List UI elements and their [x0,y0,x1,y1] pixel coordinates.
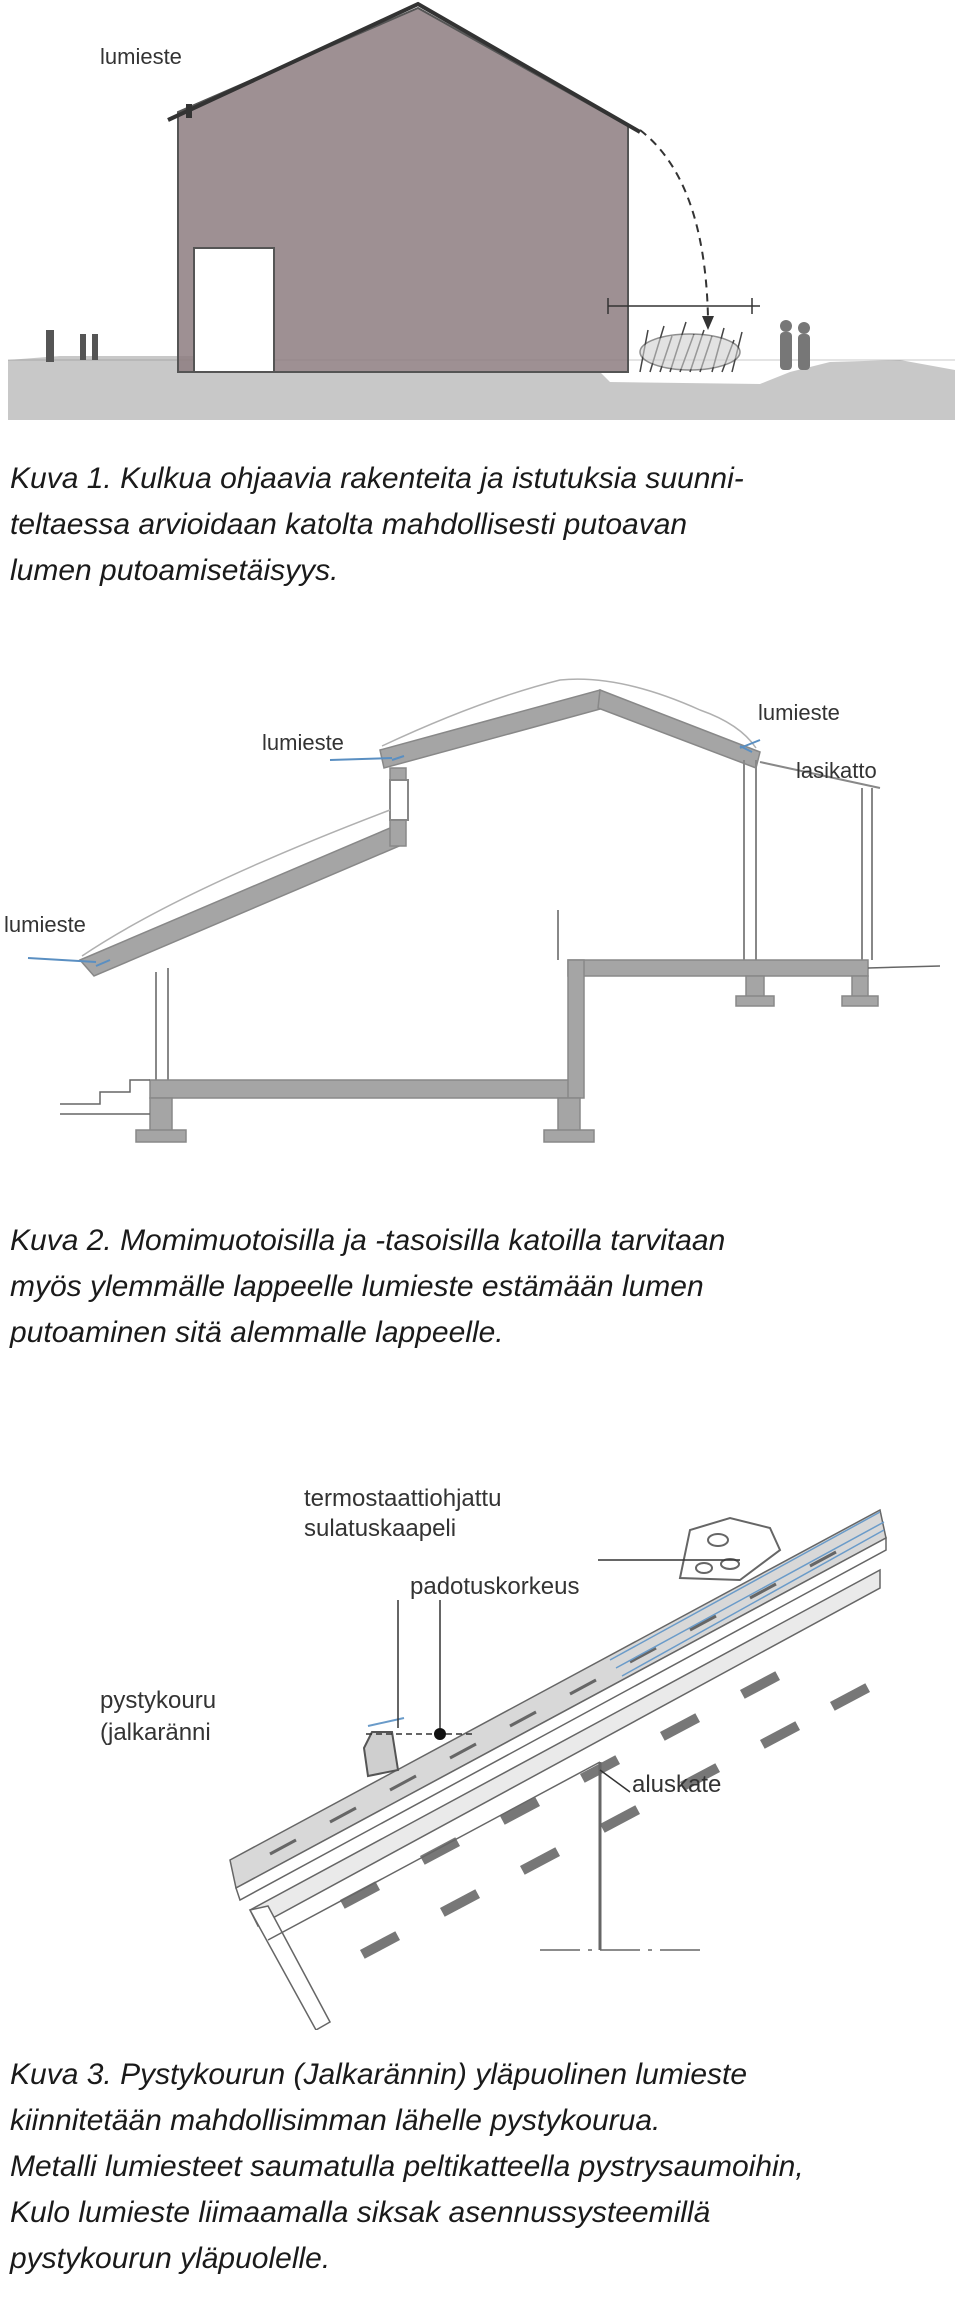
lower-floor [150,1080,580,1098]
label-heating-cable: termostaattiohjattu [304,1485,502,1512]
label-gutter: pystykouru [100,1687,217,1714]
steps [60,1080,150,1114]
caption-line: kiinnitetään mahdollisimman lähelle pystykourua. [10,2104,661,2137]
label-heating-cable-2: sulatuskaapeli [304,1515,457,1542]
people [780,320,810,370]
caption-figure-1 [10,456,950,594]
caption-line: Kuva 1. Kulkua ohjaavia rakenteita ja istutuksia suunni- [10,462,744,495]
snow-fall-trajectory [640,130,708,318]
caption-line: teltaessa arvioidaan katolta mahdollisesti putoavan [10,508,688,541]
caption-line: Kulo lumieste liimaamalla siksak asennussysteemillä [10,2196,711,2229]
label-gutter-2: (jalkaränni [100,1719,211,1746]
caption-line: pystykourun yläpuolelle. [10,2242,331,2275]
snow-guard-marker [186,104,192,118]
figure-3-drawing [0,1470,960,2030]
snow-guard-bracket [680,1518,780,1580]
upper-floor [568,960,868,976]
label-snow-guard: lumieste [100,44,182,69]
figure-2-multilevel-roof-section [0,660,960,1180]
caption-line: lumen putoamisetäisyys. [10,554,339,587]
caption-line: Metalli lumiesteet saumatulla peltikatteella pystrysaumoihin, [10,2150,804,2183]
lower-roof [80,828,404,976]
upper-roof-left [380,690,604,768]
label-snow-guard-left: lumieste [4,912,86,937]
door-opening [194,248,274,372]
figure-3-eave-detail [0,1470,960,2030]
label-dam-height: padotuskorkeus [410,1573,580,1600]
caption-line: myös ylemmälle lappeelle lumieste estämään lumen [10,1270,704,1303]
caption-figure-2 [10,1218,950,1356]
plantings [640,322,742,372]
label-underlay: aluskate [632,1771,722,1798]
caption-figure-3 [10,2052,950,2282]
caption-line: Kuva 3. Pystykourun (Jalkarännin) yläpuolinen lumieste [10,2058,748,2091]
underlay-pointer [600,1770,630,1792]
label-snow-guard-right: lumieste [758,700,840,725]
figure-1-house-section [0,0,960,430]
figure-1-drawing [0,0,960,430]
caption-line: Kuva 2. Momimuotoisilla ja -tasoisilla katoilla tarvitaan [10,1224,726,1257]
figure-2-drawing [0,660,960,1180]
label-glass-roof: lasikatto [796,758,877,783]
label-snow-guard-middle: lumieste [262,730,344,755]
caption-line: putoaminen sitä alemmalle lappeelle. [10,1316,504,1349]
